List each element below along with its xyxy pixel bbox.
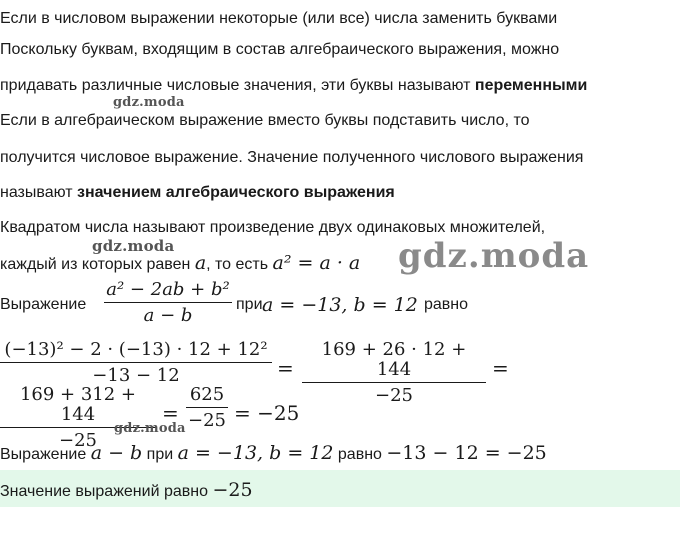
watermark-small-3: gdz.moda <box>114 421 186 436</box>
expression-fraction <box>104 280 232 326</box>
paragraph-7: Квадратом числа называют произведение двух одинаковых множителей, <box>0 219 546 236</box>
step-fraction-2-denominator: −25 <box>302 382 486 406</box>
equals-sign-2: = <box>492 356 509 380</box>
paragraph-3 <box>0 76 587 96</box>
denominator-expr: a − b <box>90 442 143 464</box>
paragraph-8-text: каждый из которых равен <box>0 256 195 273</box>
paragraph-2: Поскольку буквам, входящим в состав алгебраического выражения, можно <box>0 41 560 58</box>
term-value: значением алгебраического выражения <box>77 184 395 201</box>
watermark-small-2: gdz.moda <box>92 237 175 255</box>
denominator-label: Выражение <box>0 446 87 463</box>
paragraph-8 <box>0 253 360 275</box>
answer-line <box>0 480 253 502</box>
denominator-line <box>0 443 547 465</box>
paragraph-5: получится числовое выражение. Значение полученного числового выражения <box>0 149 584 166</box>
equals-sign-3: = <box>162 401 179 425</box>
watermark-small-1: gdz.moda <box>113 95 185 110</box>
variable-a: a <box>194 252 207 274</box>
square-formula: a² = a · a <box>272 252 361 274</box>
denominator-calc: −13 − 12 = −25 <box>386 442 547 464</box>
step-fraction-4 <box>186 385 228 431</box>
step-fraction-3-denominator: −25 <box>0 427 156 451</box>
paragraph-1: Если в числовом выражении некоторые (или все) числа заменить буквами <box>0 10 558 27</box>
answer-value: −25 <box>212 479 253 501</box>
step-fraction-1-numerator: (−13)² − 2 · (−13) · 12 + 12² <box>4 339 268 360</box>
equals-sign-1: = <box>277 356 294 380</box>
step-fraction-4-denominator: −25 <box>186 407 228 431</box>
step-fraction-4-numerator: 625 <box>189 384 225 405</box>
expression-numerator: a² − 2ab + b² <box>106 279 230 300</box>
paragraph-6-text: называют <box>0 184 78 201</box>
watermark-big: gdz.moda <box>398 236 590 276</box>
expression-equals-word: равно <box>424 296 469 313</box>
step-fraction-2-numerator: 169 + 26 · 12 + 144 <box>321 339 467 380</box>
expression-values: a = −13, b = 12 <box>262 294 418 316</box>
denominator-values: a = −13, b = 12 <box>177 442 334 464</box>
step-fraction-1-denominator: −13 − 12 <box>0 362 272 386</box>
paragraph-4: Если в алгебраическом выражение вместо буквы подставить число, то <box>0 112 530 129</box>
paragraph-8-mid: , то есть <box>206 256 273 273</box>
step-fraction-3-numerator: 169 + 312 + 144 <box>19 384 137 425</box>
term-variables: переменными <box>474 77 588 94</box>
denominator-at: при <box>146 446 174 463</box>
expression-label: Выражение <box>0 296 87 313</box>
step-fraction-1 <box>0 340 272 386</box>
denominator-equals-word: равно <box>337 446 382 463</box>
paragraph-6 <box>0 183 395 203</box>
paragraph-3-text: придавать различные числовые значения, эти буквы называют <box>0 77 475 94</box>
step-result: = −25 <box>234 401 300 425</box>
answer-text: Значение выражений равно <box>0 483 208 500</box>
expression-at: при <box>236 296 263 313</box>
step-fraction-2 <box>302 340 486 406</box>
expression-denominator: a − b <box>104 302 232 326</box>
